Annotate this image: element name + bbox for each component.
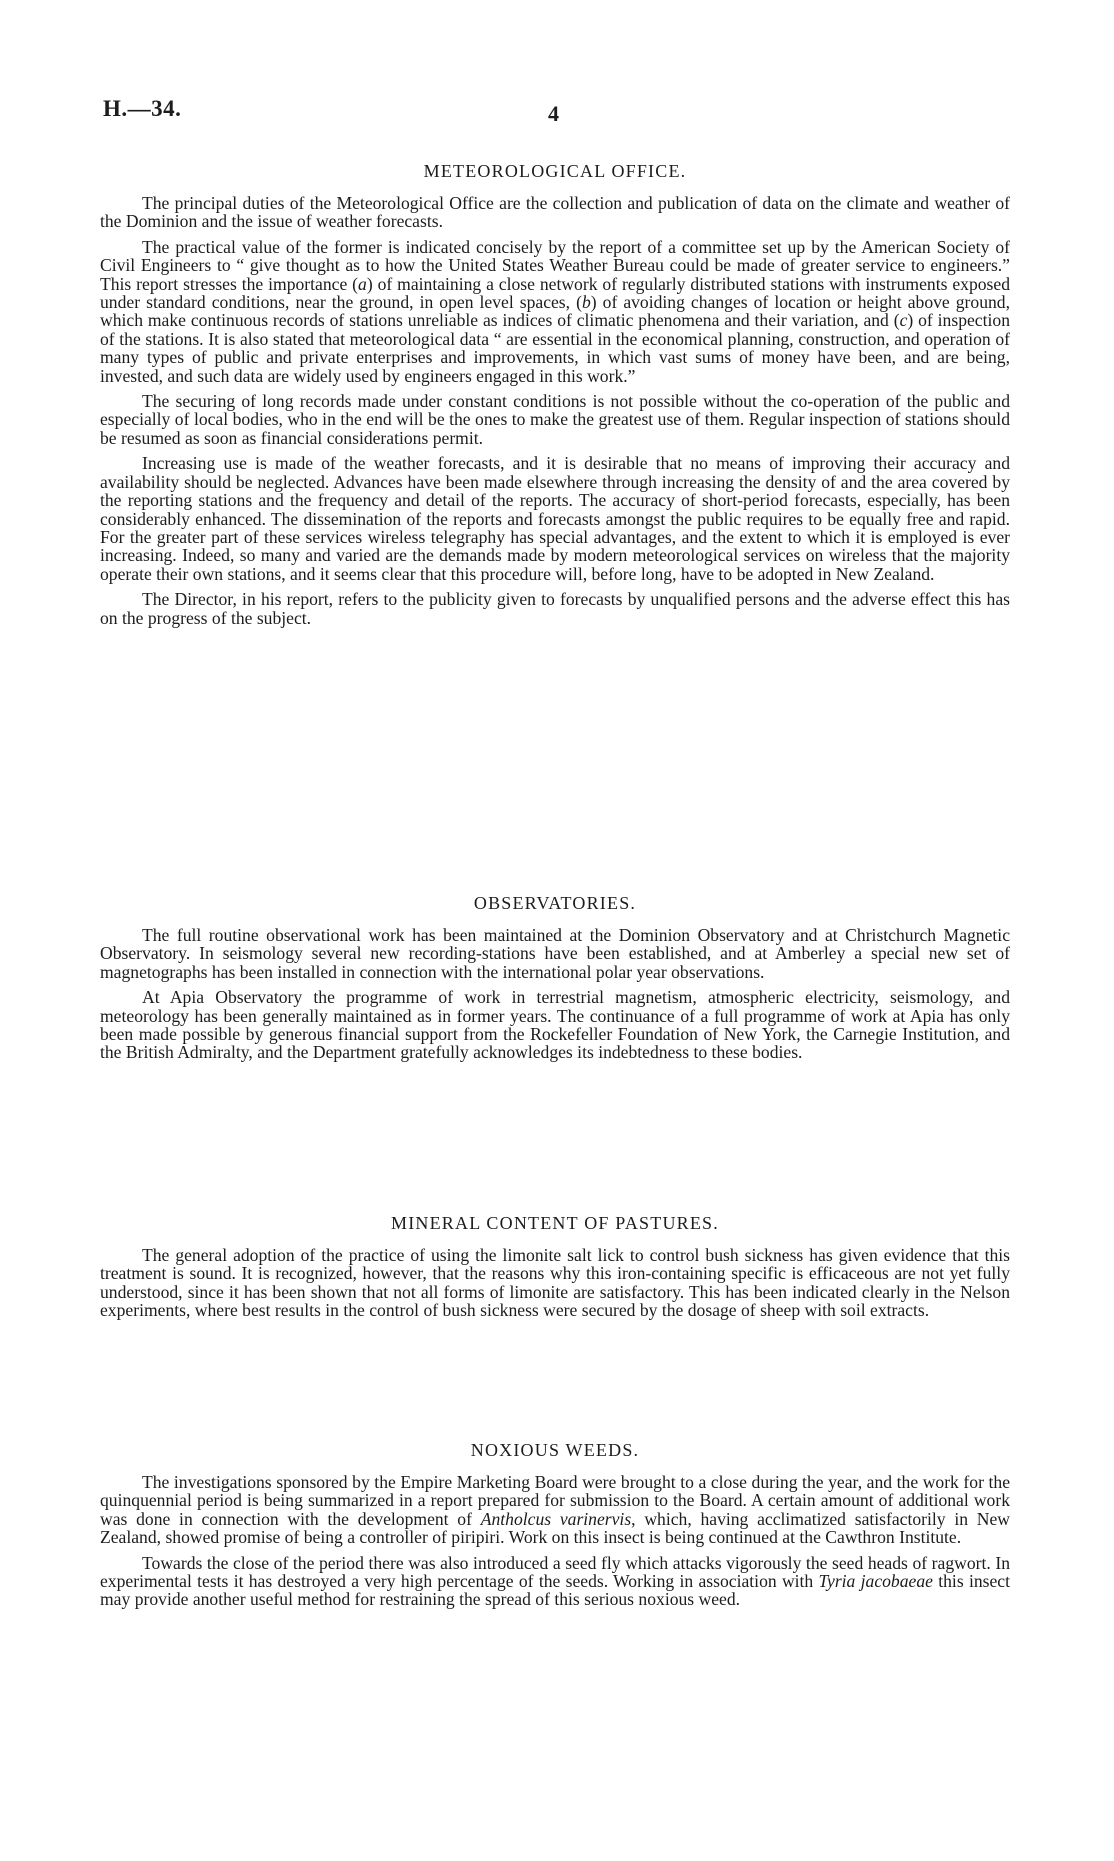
section-noxious-weeds [100,1440,1010,1616]
document-reference: H.—34. [103,96,182,121]
paragraph: The general adoption of the practice of using the limonite salt lick to control bush sickness has given evidence that this treatment is sound. It is recognized, however, that the reasons why this iron-containing specific is efficaceous are not yet fully understood, since it has been shown that not all forms of limonite are satisfactory. This has been indicated clearly in the Nelson experiments, where best results in the control of bush sickness were secured by the dosage of sheep with soil extracts. [100,1245,1010,1321]
paragraph: The Director, in his report, refers to the publicity given to forecasts by unqualified persons and the adverse effect this has on the progress of the subject. [100,589,1010,628]
section-observatories [100,893,1010,1069]
section-heading: NOXIOUS WEEDS. [470,1440,640,1460]
section-heading: OBSERVATORIES. [473,893,637,913]
paragraph: The full routine observational work has been maintained at the Dominion Observatory and at Christchurch Magnetic Observatory. In seismology several new recording-stations have been established, and at Amberley a special new set of magnetographs has been installed in connection with the international polar year observations. [100,925,1010,982]
section-heading: MINERAL CONTENT OF PASTURES. [391,1213,719,1233]
paragraph: The investigations sponsored by the Empire Marketing Board were brought to a close during the year, and the work for the quinquennial period is being summarized in a report prepared for submission to the Board. A certain amount of additional work was done in connection with the development of Antholcus varinervis, which, having acclimatized satisfactorily in New Zealand, showed promise of being a controller of piripiri. Work on this insect is being continued at the Cawthron Institute. [100,1472,1010,1548]
section-heading: METEOROLOGICAL OFFICE. [423,161,687,181]
paragraph: The securing of long records made under constant conditions is not possible without the co-operation of the public and especially of local bodies, who in the end will be the ones to make the greatest use of them. Regular inspection of stations should be resumed as soon as financial considerations permit. [100,391,1010,448]
section-mineral-content-of-pastures [100,1213,1010,1327]
paragraph: At Apia Observatory the programme of work in terrestrial magnetism, atmospheric electricity, seismology, and meteorology has been generally maintained as in former years. The continuance of a full programme of work at Apia has only been made possible by generous financial support from the Rockefeller Foundation of New York, the Carnegie Institution, and the British Admiralty, and the Department gratefully acknowledges its indebtedness to these bodies. [100,987,1010,1063]
paragraph: The practical value of the former is indicated concisely by the report of a committee set up by the American Society of Civil Engineers to “ give thought as to how the United States Weather Bureau could be made of greater service to engineers.” This report stresses the importance (a) of maintaining a close network of regularly distributed stations with instruments exposed under standard conditions, near the ground, in open level spaces, (b) of avoiding changes of location or height above ground, which make continuous records of stations unreliable as indices of climatic phenomena and their variation, and (c) of inspection of the stations. It is also stated that meteorological data “ are essential in the economical planning, construction, and operation of many types of public and private enterprises and improvements, in which vast sums of money have been, and are being, invested, and such data are widely used by engineers engaged in this work.” [100,236,1011,386]
section-meteorological-office [100,161,1010,634]
paragraph: Towards the close of the period there was also introduced a seed fly which attacks vigorously the seed heads of ragwort. In experimental tests it has destroyed a very high percentage of the seeds. Working in association with Tyria jacobaeae this insect may provide another useful method for restraining the spread of this serious noxious weed. [100,1552,1010,1610]
paragraph: Increasing use is made of the weather forecasts, and it is desirable that no means of improving their accuracy and availability should be neglected. Advances have been made elsewhere through increasing the density of and the area covered by the reporting stations and the frequency and detail of the reports. The accuracy of short-period forecasts, especially, has been considerably enhanced. The dissemination of the reports and forecasts amongst the public requires to be equally free and rapid. For the greater part of these services wireless telegraphy has special advantages, and the extent to which it is employed is ever increasing. Indeed, so many and varied are the demands made by modern meteorological services on wireless that the majority operate their own stations, and it seems clear that this procedure will, before long, have to be adopted in New Zealand. [100,453,1010,584]
page-number: 4 [548,101,559,126]
paragraph: The principal duties of the Meteorological Office are the collection and publication of data on the climate and weather of the Dominion and the issue of weather forecasts. [100,193,1010,232]
